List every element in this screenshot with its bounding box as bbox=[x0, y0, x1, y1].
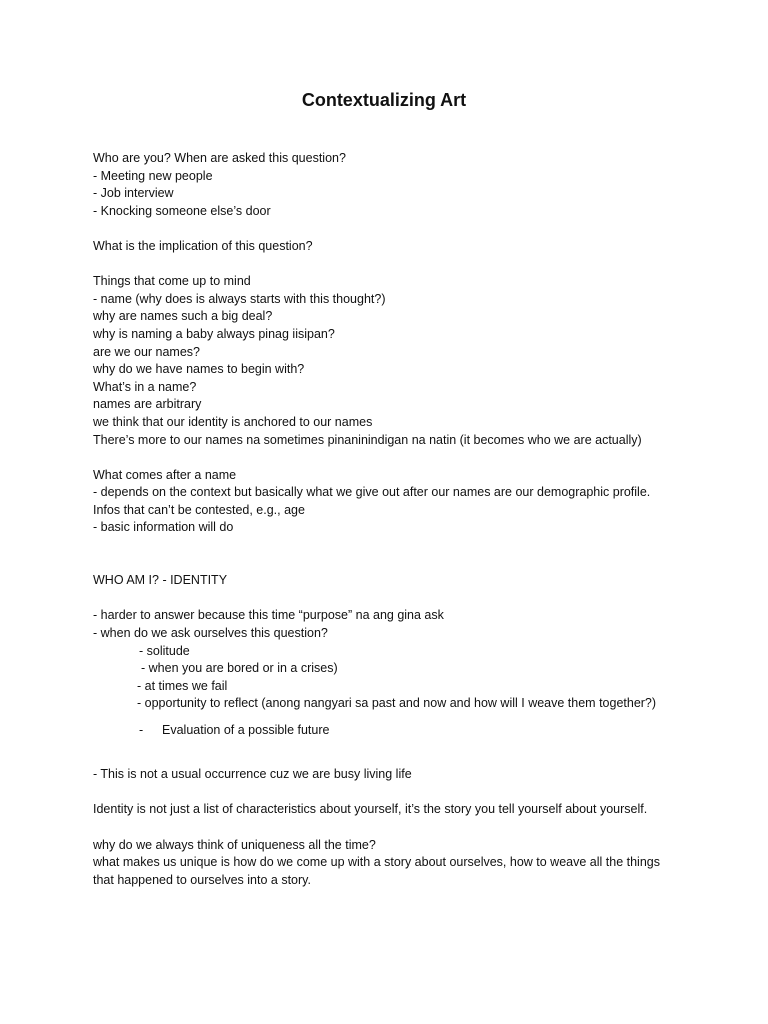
list-item: - harder to answer because this time “purpose” na ang gina ask bbox=[93, 608, 444, 623]
sub-list-item bbox=[93, 695, 678, 713]
document-body bbox=[93, 150, 678, 889]
blank-line bbox=[93, 819, 678, 837]
bullet-item bbox=[93, 722, 678, 740]
text-line: What comes after a name bbox=[93, 467, 237, 482]
blank-line bbox=[93, 590, 678, 608]
text-line: what makes us unique is how do we come up with a story about ourselves, how to weave all the things that happened to ourselves into a story. bbox=[93, 855, 660, 887]
text-line: names are arbitrary bbox=[93, 397, 202, 412]
blank-line bbox=[93, 749, 678, 767]
text-line: are we our names? bbox=[93, 344, 201, 359]
sub-list-item-text: - opportunity to reflect (anong nangyari sa past and now and how will I weave them together?) bbox=[137, 696, 657, 711]
blank-line bbox=[93, 537, 678, 555]
text-line: why are names such a big deal? bbox=[93, 309, 273, 324]
section-heading: WHO AM I? - IDENTITY bbox=[93, 573, 228, 588]
page-title: Contextualizing Art bbox=[301, 90, 467, 110]
text-line: why do we have names to begin with? bbox=[93, 362, 305, 377]
sub-list-item: - at times we fail bbox=[137, 678, 228, 693]
blank-line bbox=[93, 784, 678, 802]
bullet-dash: - bbox=[139, 723, 144, 737]
text-line: What is the implication of this question? bbox=[93, 238, 313, 253]
bullet-text: Evaluation of a possible future bbox=[162, 723, 330, 737]
list-item: - depends on the context but basically what we give out after our names are our demographic profile. Infos that can’t be contested, e.g., age bbox=[93, 485, 651, 517]
text-line: why do we always think of uniqueness all the time? bbox=[93, 837, 376, 852]
list-item: - This is not a usual occurrence cuz we are busy living life bbox=[93, 767, 412, 782]
list-item: - Job interview bbox=[93, 186, 174, 201]
list-item: - Knocking someone else’s door bbox=[93, 203, 271, 218]
blank-line bbox=[93, 555, 678, 573]
text-line: Things that come up to mind bbox=[93, 274, 251, 289]
text-line: Who are you? When are asked this question? bbox=[93, 151, 346, 165]
list-item: - Meeting new people bbox=[93, 168, 213, 183]
text-line: There’s more to our names na sometimes pinaninindigan na natin (it becomes who we are actually) bbox=[93, 432, 642, 447]
text-line: why is naming a baby always pinag iisipan? bbox=[93, 326, 335, 341]
text-line: Identity is not just a list of characteristics about yourself, it’s the story you tell yourself about yourself. bbox=[93, 802, 648, 817]
list-item: - when do we ask ourselves this question? bbox=[93, 626, 328, 641]
blank-line bbox=[93, 220, 678, 238]
list-item: - basic information will do bbox=[93, 520, 234, 535]
blank-line bbox=[93, 449, 678, 467]
text-line: we think that our identity is anchored to our names bbox=[93, 414, 373, 429]
sub-list-item: - when you are bored or in a crises) bbox=[141, 661, 338, 676]
sub-list-item: - solitude bbox=[139, 643, 190, 658]
blank-line bbox=[93, 256, 678, 274]
list-item: - name (why does is always starts with this thought?) bbox=[93, 291, 386, 306]
text-line: What’s in a name? bbox=[93, 379, 197, 394]
